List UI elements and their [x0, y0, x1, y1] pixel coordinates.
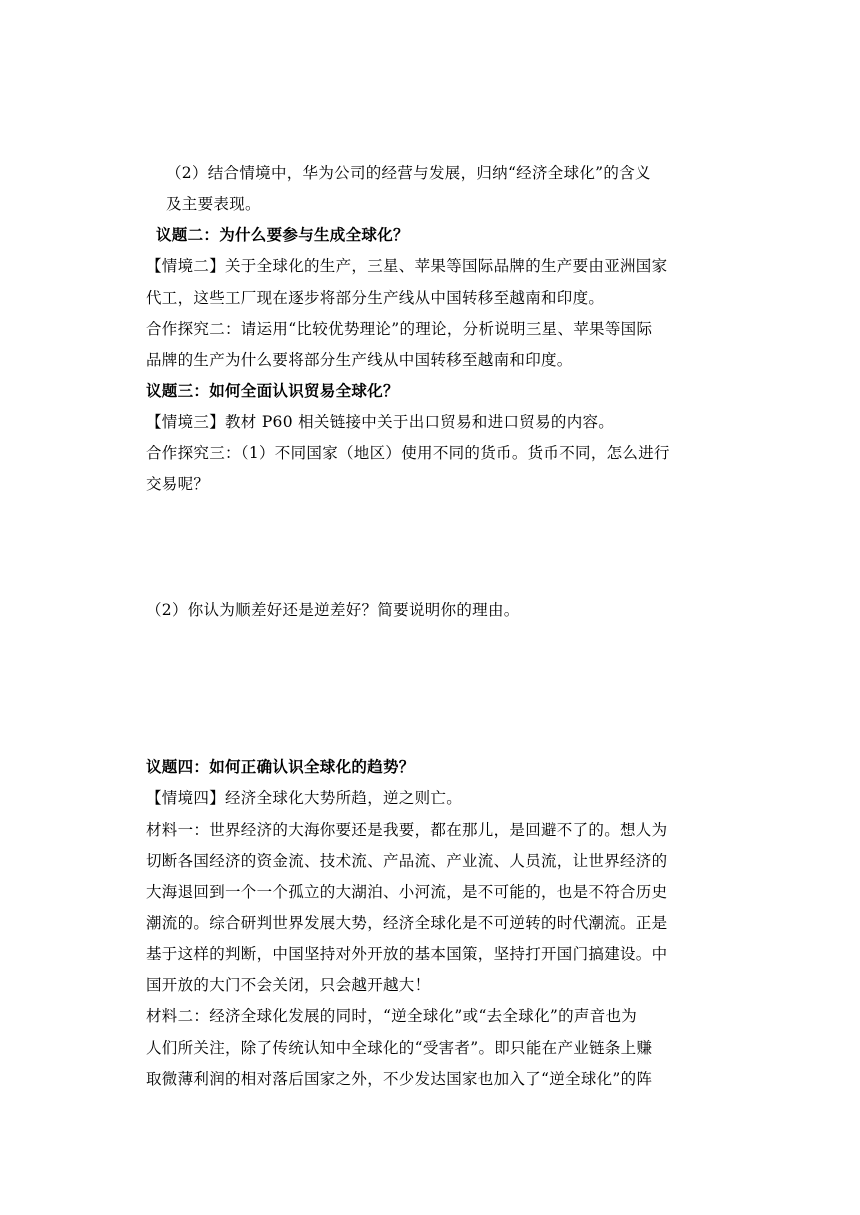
scenario-2-line-1: 【情境二】关于全球化的生产，三星、苹果等国际品牌的生产要由亚洲国家 [146, 257, 668, 275]
scenario-3-line: 【情境三】教材 P60 相关链接中关于出口贸易和进口贸易的内容。 [146, 413, 615, 431]
inquiry-3-line-1: 合作探究三：（1）不同国家（地区）使用不同的货币。货币不同，怎么进行 [146, 444, 670, 462]
inquiry-3-question-2: （2）你认为顺差好还是逆差好？简要说明你的理由。 [146, 601, 520, 619]
material-1-line-2: 切断各国经济的资金流、技术流、产品流、产业流、人员流，让世界经济的 [146, 852, 668, 870]
material-1-line-1: 材料一：世界经济的大海你要还是我要，都在那儿，是回避不了的。想人为 [146, 821, 668, 839]
material-1-line-4: 潮流的。综合研判世界发展大势，经济全球化是不可逆转的时代潮流。正是 [146, 914, 668, 932]
material-2-line-3: 取微薄利润的相对落后国家之外，不少发达国家也加入了“逆全球化”的阵 [146, 1070, 653, 1088]
inquiry-3-line-2: 交易呢？ [146, 475, 210, 493]
material-2-line-1: 材料二：经济全球化发展的同时，“逆全球化”或“去全球化”的声音也为 [146, 1007, 638, 1025]
material-1-line-3: 大海退回到一个一个孤立的大湖泊、小河流，是不可能的，也是不符合历史 [146, 883, 668, 901]
topic-4-heading: 议题四：如何正确认识全球化的趋势？ [146, 757, 415, 776]
topic-2-heading: 议题二：为什么要参与生成全球化？ [156, 225, 409, 244]
scenario-4-line: 【情境四】经济全球化大势所趋，逆之则亡。 [146, 789, 463, 807]
material-1-line-5: 基于这样的判断，中国坚持对外开放的基本国策，坚持打开国门搞建设。中 [146, 945, 668, 963]
inquiry-2-line-2: 品牌的生产为什么要将部分生产线从中国转移至越南和印度。 [146, 351, 573, 369]
material-1-line-6: 国开放的大门不会关闭，只会越开越大！ [146, 976, 431, 994]
question-2-line-2: 及主要表现。 [166, 195, 261, 213]
inquiry-2-line-1: 合作探究二：请运用“比较优势理论”的理论，分析说明三星、苹果等国际 [146, 320, 653, 338]
topic-3-heading: 议题三：如何全面认识贸易全球化？ [146, 381, 399, 400]
question-2-line-1: （2）结合情境中，华为公司的经营与发展，归纳“经济全球化”的含义 [166, 164, 651, 182]
scenario-2-line-2: 代工，这些工厂现在逐步将部分生产线从中国转移至越南和印度。 [146, 289, 605, 307]
material-2-line-2: 人们所关注，除了传统认知中全球化的“受害者”。即只能在产业链条上赚 [146, 1039, 653, 1057]
